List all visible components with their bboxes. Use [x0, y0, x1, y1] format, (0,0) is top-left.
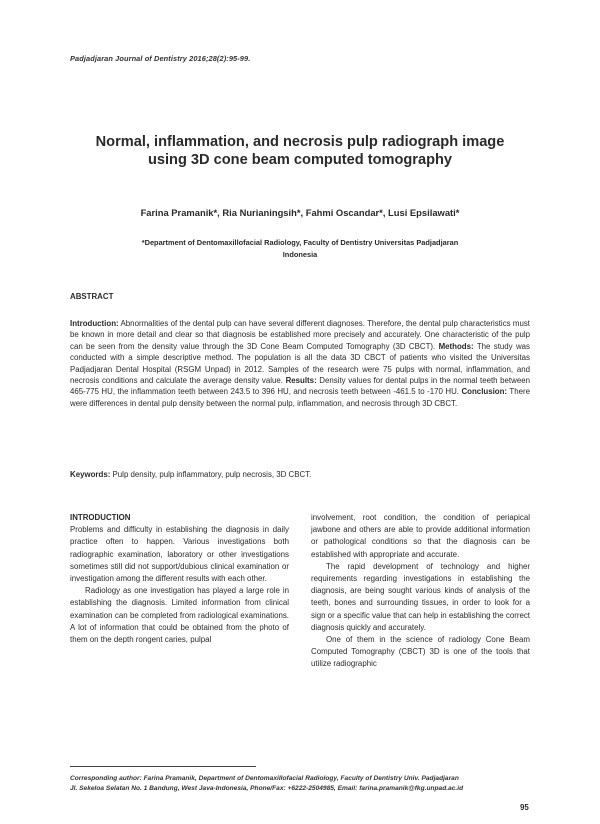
right-column [311, 512, 530, 671]
keywords [70, 470, 530, 479]
right-paragraph: involvement, root condition, the condition of periapical jawbone and others are able to provide additional information or pathological conditions so that the diagnosis can be established with appropriate and accurate. [311, 513, 530, 559]
affiliation-line-2: Indonesia [282, 250, 318, 259]
introduction-heading: INTRODUCTION [70, 513, 131, 522]
affiliation-line-1: *Department of Dentomaxillofacial Radiology, Faculty of Dentistry Universitas Padjadjaran [141, 238, 459, 247]
page-number: 95 [520, 803, 529, 812]
left-column [70, 512, 289, 646]
title-line-2: using 3D cone beam computed tomography [147, 152, 453, 168]
footnote-line-1: Corresponding author: Farina Pramanik, Department of Dentomaxillofacial Radiology, Faculty of Dentistry Univ. Padjadjaran [70, 775, 459, 782]
intro-text: Abnormalities of the dental pulp can have several different diagnoses. Therefore, the dental pulp characteristics must be known in more detail and clear so that diagnosis be established more precisely and accurately. One characteristic of the pulp can be seen from the density value through the 3D Cone Beam Computed Tomography (3D CBCT). [70, 319, 530, 351]
right-paragraph: The rapid development of technology and higher requirements regarding investigations in establishing the diagnosis, are being sought various kinds of analysis of the teeth, bones and surrounding tissues, in order to look for a sign or a specific value that can help in establishing the correct diagnosis quickly and accurately. [311, 561, 530, 632]
keywords-label: Keywords: [70, 470, 111, 479]
conclusion-label: Conclusion: [461, 387, 508, 397]
paper-title [70, 133, 530, 169]
conclusion-text: There were differences in dental pulp density between the normal pulp, inflammation, and necrosis through 3D CBCT. [70, 387, 531, 408]
results-label: Results: [285, 376, 317, 386]
journal-header: Padjadjaran Journal of Dentistry 2016;28(2):95-99. [70, 54, 251, 63]
abstract-heading: ABSTRACT [70, 292, 114, 301]
left-paragraph: Radiology as one investigation has played a large role in establishing the diagnosis. Limited information from clinical examination can be completed from radiological examinations. A lot of information that could be obtained from the photo of them on the depth rongent caries, pulpal [70, 586, 289, 645]
author-list: Farina Pramanik*, Ria Nurianingsih*, Fahmi Oscandar*, Lusi Epsilawati* [140, 207, 460, 218]
affiliation [70, 237, 530, 261]
footnote-divider [70, 766, 256, 767]
footnote-line-2: Jl. Sekeloa Selatan No. 1 Bandung, West Java-Indonesia, Phone/Fax: +6222-2504985, Email: farina.pramanik@fkg.unpad.ac.id [70, 785, 464, 792]
methods-label: Methods: [438, 341, 474, 351]
keywords-text: Pulp density, pulp inflammatory, pulp necrosis, 3D CBCT. [110, 470, 312, 479]
abstract-body [70, 318, 530, 409]
corresponding-author-footnote [70, 774, 532, 794]
methods-text: The study was conducted with a simple descriptive method. The population is all the data 3D CBCT of patients who visited the Universitas Padjadjaran Dental Hospital (RSGM Unpad) in 2012. Samples of the research were 75 pulps with normal, inflammation, and necrosis conditions and calculate the average density value. [70, 341, 530, 386]
right-paragraph: One of them in the science of radiology Cone Beam Computed Tomography (CBCT) 3D is one of the tools that utilize radiographic [311, 635, 530, 669]
intro-label: Introduction: [70, 319, 119, 328]
results-text: Density values for dental pulps in the normal teeth between 465-775 HU, the inflammation teeth between 243.5 to 396 HU, and necrosis teeth between -461.5 to -170 HU. [70, 376, 530, 397]
left-paragraph: Problems and difficulty in establishing the diagnosis in daily practice often to happen. Various investigations both radiographic examination, laboratory or other investigations sometimes still did not support/dubious clinical examination or investigation among the different results with each other. [70, 525, 289, 584]
title-line-1: Normal, inflammation, and necrosis pulp radiograph image [95, 134, 505, 150]
